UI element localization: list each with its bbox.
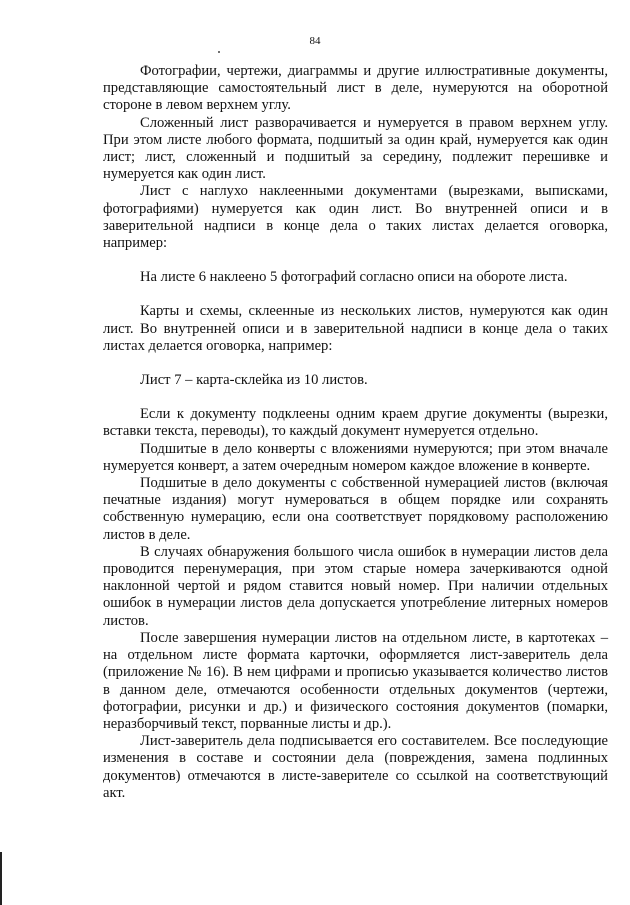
paragraph: Лист-заверитель дела подписывается его составителем. Все последующие изменения в составе и состоянии дела (повреждения, замена подлинных документов) отмечаются в листе-заверителе со ссылкой на соответствующий акт. <box>103 733 608 801</box>
paragraph: В случаях обнаружения большого числа ошибок в нумерации листов дела проводится перенумерация, при этом старые номера зачеркиваются одной наклонной чертой и рядом ставится новый номер. При наличии отдельных ошибок в нумерации листов дела допускается употребление литерных номеров листов. <box>103 543 608 629</box>
paragraph: После завершения нумерации листов на отдельном листе, в картотеках – на отдельном листе формата карточки, оформляется лист-заверитель дела (приложение № 16). В нем цифрами и прописью указывается количество листов в данном деле, отмечаются особенности отдельных документов (чертежи, фотографии, рисунки и др.) и физического состояния документов (помарки, неразборчивый текст, порванные листы и др.). <box>103 629 608 732</box>
page-body <box>103 63 608 802</box>
example-line: Лист 7 – карта-склейка из 10 листов. <box>140 372 368 389</box>
paragraph: Если к документу подклеены одним краем другие документы (вырезки, вставки текста, переводы), то каждый документ нумеруется отдельно. <box>103 406 608 440</box>
paragraph: Подшитые в дело документы с собственной нумерацией листов (включая печатные издания) могут нумероваться в общем порядке или сохранять собственную нумерацию, если она соответствует порядковому расположению листов в деле. <box>103 475 608 543</box>
page-number: 84 <box>309 35 321 47</box>
scan-speck <box>218 51 220 53</box>
scan-edge-mark <box>0 852 2 905</box>
paragraph: Сложенный лист разворачивается и нумеруется в правом верхнем углу. При этом листе любого формата, подшитый за один край, нумеруется как один лист; лист, сложенный и подшитый за середину, подлежит перешивке и нумеруется как один лист. <box>103 114 608 183</box>
example-line: На листе 6 наклеено 5 фотографий согласно описи на обороте листа. <box>140 269 568 286</box>
paragraph: Фотографии, чертежи, диаграммы и другие иллюстративные документы, представляющие самостоятельный лист в деле, нумеруются на оборотной стороне в левом верхнем углу. <box>103 63 608 114</box>
paragraph: Карты и схемы, склеенные из нескольких листов, нумеруются как один лист. Во внутренней описи и в заверительной надписи в конце дела о таких листах делается оговорка, например: <box>103 303 608 354</box>
paragraph: Подшитые в дело конверты с вложениями нумеруются; при этом вначале нумеруется конверт, а затем очередным номером каждое вложение в конверте. <box>103 440 608 474</box>
paragraph: Лист с наглухо наклеенными документами (вырезками, выписками, фотографиями) нумеруется как один лист. Во внутренней описи и в заверительной надписи в конце дела о таких листах делается оговорка, например: <box>103 183 608 252</box>
